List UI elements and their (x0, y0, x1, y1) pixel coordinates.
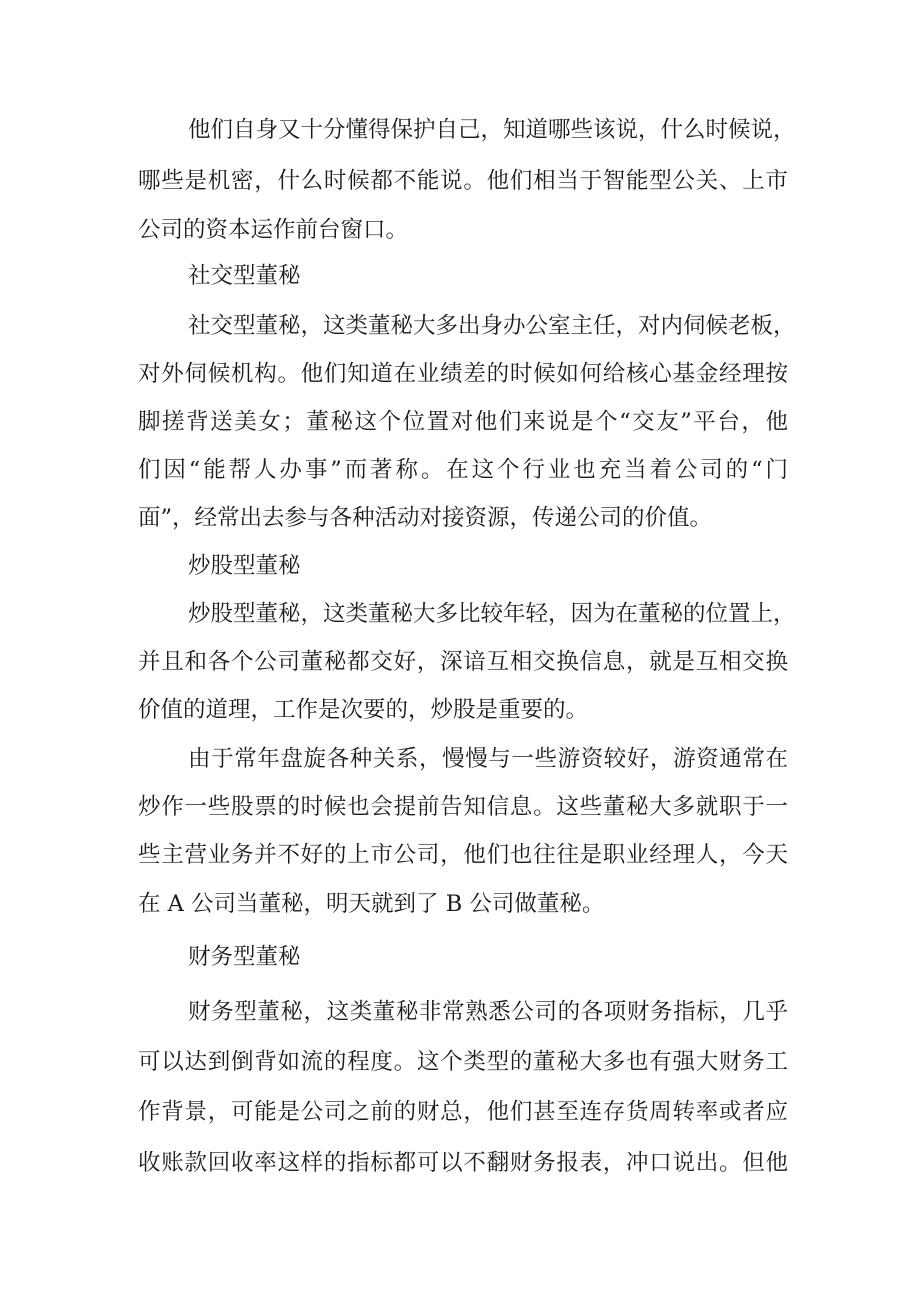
paragraph-2-line-4: 们因“能帮人办事”而著称。在这个行业也充当着公司的“门 (138, 457, 788, 483)
paragraph-4-line-4: 在 A 公司当董秘，明天就到了 B 公司做董秘。 (138, 891, 605, 917)
section-heading-finance: 财务型董秘 (188, 944, 301, 970)
paragraph-2-line-5: 面”，经常出去参与各种活动对接资源，传递公司的价值。 (138, 505, 713, 531)
paragraph-4-line-3: 些主营业务并不好的上市公司，他们也往往是职业经理人，今天 (138, 842, 788, 868)
section-heading-stock: 炒股型董秘 (188, 553, 301, 579)
paragraph-3-line-1: 炒股型董秘，这类董秘大多比较年轻，因为在董秘的位置上， (188, 601, 796, 627)
section-heading-social: 社交型董秘 (188, 263, 301, 289)
paragraph-2-line-1: 社交型董秘，这类董秘大多出身办公室主任，对内伺候老板， (188, 313, 796, 339)
paragraph-4-line-1: 由于常年盘旋各种关系，慢慢与一些游资较好，游资通常在 (188, 746, 788, 772)
paragraph-1-line-1: 他们自身又十分懂得保护自己，知道哪些该说，什么时候说， (188, 117, 796, 143)
paragraph-5-line-3: 作背景，可能是公司之前的财总，他们甚至连存货周转率或者应 (138, 1099, 788, 1125)
paragraph-1-line-3: 公司的资本运作前台窗口。 (138, 217, 409, 243)
paragraph-4-line-2: 炒作一些股票的时候也会提前告知信息。这些董秘大多就职于一 (138, 794, 788, 820)
paragraph-5-line-4: 收账款回收率这样的指标都可以不翻财务报表，冲口说出。但他 (138, 1150, 788, 1176)
paragraph-5-line-1: 财务型董秘，这类董秘非常熟悉公司的各项财务指标，几乎 (188, 999, 788, 1025)
paragraph-2-line-2: 对外伺候机构。他们知道在业绩差的时候如何给核心基金经理按 (138, 361, 788, 387)
paragraph-3-line-3: 价值的道理，工作是次要的，炒股是重要的。 (138, 697, 589, 723)
paragraph-3-line-2: 并且和各个公司董秘都交好，深谙互相交换信息，就是互相交换 (138, 649, 788, 675)
paragraph-5-line-2: 可以达到倒背如流的程度。这个类型的董秘大多也有强大财务工 (138, 1049, 788, 1075)
paragraph-1-line-2: 哪些是机密，什么时候都不能说。他们相当于智能型公关、上市 (138, 168, 788, 194)
paragraph-2-line-3: 脚搓背送美女；董秘这个位置对他们来说是个“交友”平台，他 (138, 409, 788, 435)
